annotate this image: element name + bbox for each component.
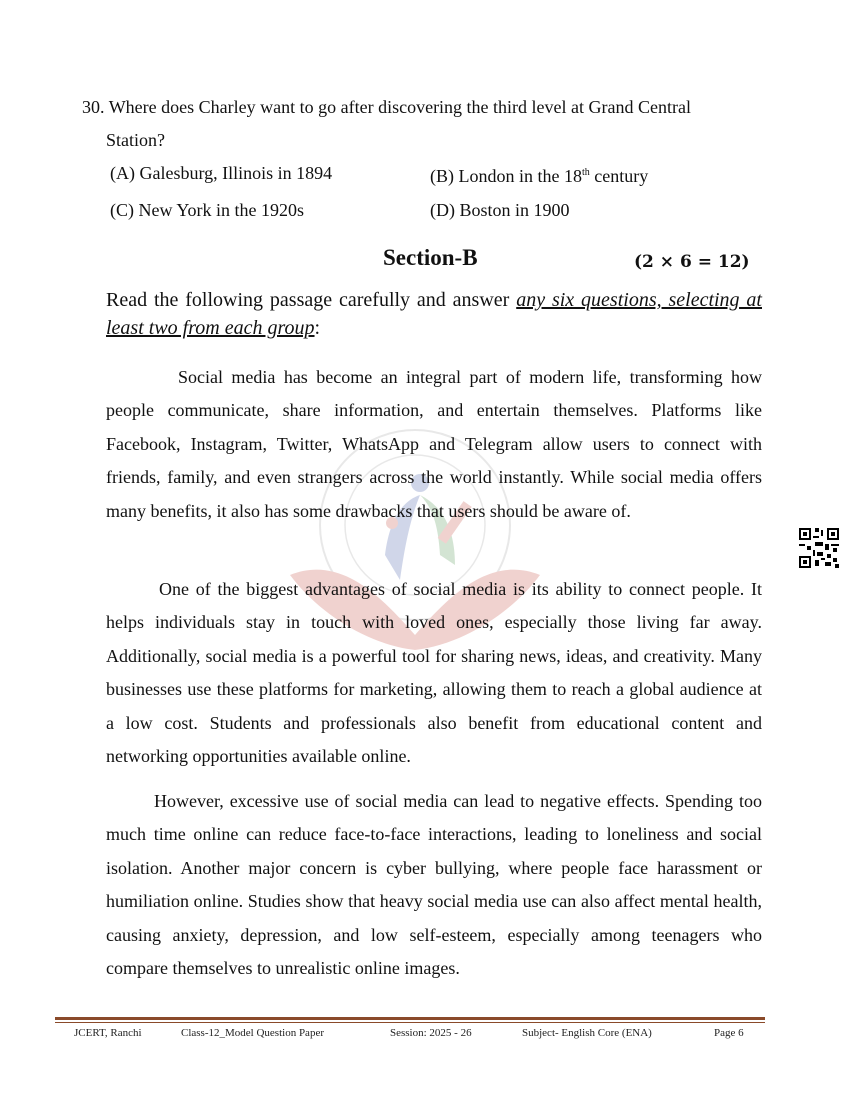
- footer-subject: Subject- English Core (ENA): [522, 1027, 652, 1039]
- footer-rule-thin: [55, 1022, 765, 1023]
- question-30: [82, 91, 772, 157]
- question-stem: Where does Charley want to go after discovering the third level at Grand Central: [108, 97, 691, 117]
- passage-paragraph-1: Social media has become an integral part of modern life, transforming how people communicate, share information, and entertain themselves. Platforms like Facebook, Instagram, Twitter, WhatsApp and Telegram allow users to connect with friends, family, and even strangers across the world instantly. While social media offers many benefits, it also has some drawbacks that users should be aware of.: [106, 367, 762, 521]
- section-instruction: Read the following passage carefully and answer any six questions, selecting at least two from each group:: [106, 289, 762, 339]
- passage-paragraph-3: However, excessive use of social media can lead to negative effects. Spending too much time online can reduce face-to-face interactions, leading to loneliness and social isolation. Another major concern is cyber bullying, where people face harassment or humiliation online. Studies show that heavy social media use can also affect mental health, causing anxiety, depression, and low self-esteem, especially among teenagers who compare themselves to unrealistic online images.: [106, 791, 762, 979]
- passage-paragraph-2: One of the biggest advantages of social media is its ability to connect people. It helps individuals stay in touch with loved ones, especially those living far away. Additionally, social media is a powerful tool for sharing news, ideas, and creativity. Many businesses use these platforms for marketing, allowing them to reach a global audience at a low cost. Students and professionals also benefit from educational content and networking opportunities available online.: [106, 579, 762, 767]
- option-c: (C) New York in the 1920s: [110, 200, 305, 220]
- question-number: 30.: [82, 97, 105, 117]
- footer-page-number: Page 6: [714, 1027, 744, 1039]
- qr-code-icon[interactable]: [799, 528, 839, 568]
- footer-paper: Class-12_Model Question Paper: [181, 1027, 324, 1039]
- footer-rule: [55, 1017, 765, 1020]
- footer-org: JCERT, Ranchi: [74, 1027, 142, 1039]
- option-b: (B) London in the 18th century: [430, 166, 649, 186]
- section-title: Section-B: [383, 245, 478, 270]
- question-30-options: [110, 156, 750, 227]
- footer-session: Session: 2025 - 26: [390, 1027, 472, 1039]
- section-marks: (2 × 6 = 12): [634, 252, 750, 272]
- instruction-emphasis: any six questions, selecting at least two from each group: [106, 289, 762, 339]
- option-a: (A) Galesburg, Illinois in 1894: [110, 163, 333, 183]
- option-d: (D) Boston in 1900: [430, 200, 570, 220]
- question-stem-continued: Station?: [106, 130, 165, 150]
